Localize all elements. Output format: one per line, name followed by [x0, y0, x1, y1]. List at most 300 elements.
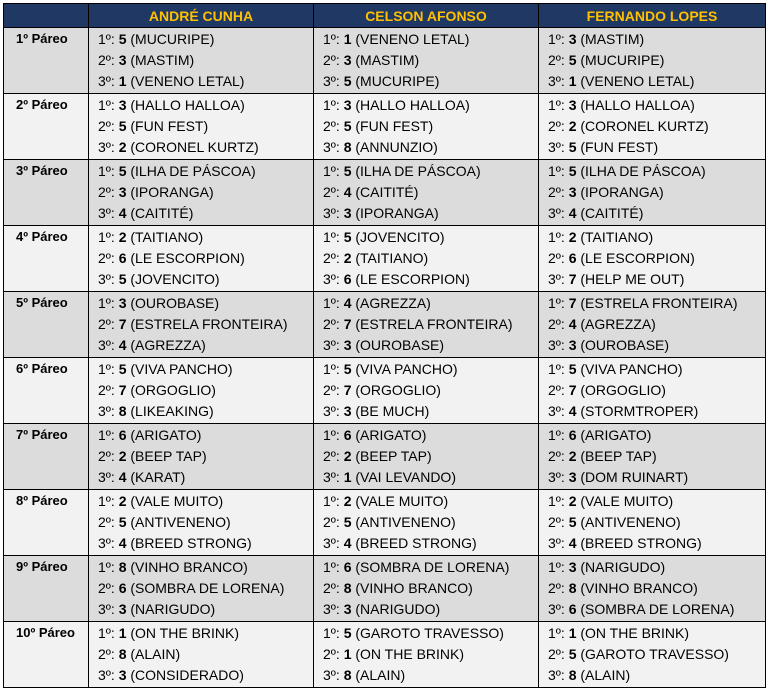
horse-name: (IPORANGA) — [130, 184, 214, 200]
pick-position: 3º: — [323, 205, 340, 221]
horse-name: (BEEP TAP) — [355, 448, 432, 464]
horse-name: (ANTIVENENO) — [130, 514, 231, 530]
pick-position: 2º: — [548, 316, 565, 332]
tipster-1-picks — [89, 622, 314, 688]
pick-line — [539, 50, 765, 71]
tipster-3-picks — [539, 94, 766, 160]
pick-line — [539, 137, 765, 158]
pick-position: 3º: — [98, 469, 115, 485]
horse-number: 6 — [343, 271, 352, 287]
header-tipster-1: ANDRÉ CUNHA — [89, 4, 314, 28]
horse-number: 1 — [343, 469, 352, 485]
pick-line — [89, 380, 313, 401]
pick-position: 2º: — [548, 514, 565, 530]
tipster-3-picks — [539, 490, 766, 556]
pick-line — [539, 401, 765, 422]
horse-number: 8 — [343, 667, 352, 683]
horse-number: 1 — [343, 31, 352, 47]
horse-number: 7 — [118, 316, 127, 332]
horse-number: 7 — [568, 382, 577, 398]
tipster-3-picks — [539, 28, 766, 94]
race-row — [4, 490, 766, 556]
pick-position: 2º: — [548, 382, 565, 398]
pick-position: 1º: — [98, 493, 115, 509]
race-label: 9º Páreo — [4, 556, 89, 622]
pick-line — [314, 533, 538, 554]
horse-name: (FUN FEST) — [130, 118, 209, 134]
pick-line — [89, 578, 313, 599]
horse-number: 7 — [568, 295, 577, 311]
horse-name: (CAITITÉ) — [130, 205, 194, 221]
horse-number: 2 — [343, 448, 352, 464]
horse-name: (ON THE BRINK) — [130, 625, 240, 641]
horse-number: 4 — [118, 337, 127, 353]
horse-name: (HALLO HALLOA) — [130, 97, 245, 113]
pick-position: 2º: — [98, 514, 115, 530]
horse-number: 6 — [118, 250, 127, 266]
horse-number: 2 — [568, 118, 577, 134]
pick-position: 2º: — [548, 646, 565, 662]
horse-number: 4 — [118, 469, 127, 485]
horse-name: (ON THE BRINK) — [580, 625, 690, 641]
pick-position: 2º: — [323, 250, 340, 266]
pick-line — [539, 248, 765, 269]
horse-number: 3 — [568, 469, 577, 485]
horse-name: (LIKEAKING) — [130, 403, 214, 419]
horse-number: 5 — [343, 73, 352, 89]
horse-name: (ALAIN) — [355, 667, 406, 683]
pick-line — [314, 446, 538, 467]
horse-name: (MUCURIPE) — [580, 52, 665, 68]
horse-number: 4 — [568, 403, 577, 419]
horse-name: (VINHO BRANCO) — [130, 559, 248, 575]
horse-name: (ORGOGLIO) — [355, 382, 441, 398]
horse-number: 8 — [343, 139, 352, 155]
pick-line — [539, 203, 765, 224]
tipster-1-picks — [89, 94, 314, 160]
horse-number: 5 — [568, 514, 577, 530]
horse-name: (NARIGUDO) — [130, 601, 216, 617]
pick-line — [89, 512, 313, 533]
pick-position: 1º: — [98, 163, 115, 179]
horse-name: (BREED STRONG) — [130, 535, 252, 551]
pick-position: 1º: — [98, 31, 115, 47]
pick-position: 1º: — [548, 97, 565, 113]
pick-position: 2º: — [98, 316, 115, 332]
pick-position: 1º: — [323, 97, 340, 113]
pick-line — [314, 71, 538, 92]
horse-name: (IPORANGA) — [355, 205, 439, 221]
horse-name: (VALE MUITO) — [580, 493, 674, 509]
pick-line — [314, 293, 538, 314]
pick-position: 2º: — [323, 514, 340, 530]
horse-number: 5 — [343, 163, 352, 179]
horse-number: 8 — [568, 667, 577, 683]
tipster-3-picks — [539, 424, 766, 490]
pick-position: 1º: — [323, 427, 340, 443]
horse-name: (MUCURIPE) — [355, 73, 440, 89]
pick-line — [314, 116, 538, 137]
pick-line — [314, 359, 538, 380]
horse-name: (ALAIN) — [130, 646, 181, 662]
horse-name: (VIVA PANCHO) — [580, 361, 683, 377]
horse-number: 4 — [118, 205, 127, 221]
horse-number: 7 — [343, 382, 352, 398]
pick-position: 1º: — [323, 361, 340, 377]
horse-number: 3 — [568, 337, 577, 353]
horse-name: (BREED STRONG) — [580, 535, 702, 551]
horse-name: (LE ESCORPION) — [580, 250, 695, 266]
horse-number: 4 — [343, 184, 352, 200]
pick-line — [539, 557, 765, 578]
pick-line — [89, 623, 313, 644]
pick-position: 3º: — [548, 601, 565, 617]
pick-position: 3º: — [548, 535, 565, 551]
horse-name: (ARIGATO) — [580, 427, 652, 443]
pick-line — [539, 314, 765, 335]
pick-line — [89, 248, 313, 269]
pick-position: 3º: — [323, 337, 340, 353]
horse-number: 2 — [118, 493, 127, 509]
pick-line — [539, 599, 765, 620]
pick-position: 3º: — [323, 73, 340, 89]
horse-name: (OUROBASE) — [580, 337, 670, 353]
pick-line — [89, 467, 313, 488]
horse-name: (VALE MUITO) — [355, 493, 449, 509]
tipster-3-picks — [539, 556, 766, 622]
pick-line — [539, 227, 765, 248]
horse-number: 3 — [118, 97, 127, 113]
pick-line — [314, 335, 538, 356]
pick-line — [89, 71, 313, 92]
pick-line — [539, 29, 765, 50]
pick-position: 1º: — [98, 559, 115, 575]
tipster-2-picks — [314, 292, 539, 358]
horse-number: 2 — [568, 229, 577, 245]
horse-number: 2 — [568, 493, 577, 509]
horse-number: 3 — [118, 601, 127, 617]
pick-position: 3º: — [98, 73, 115, 89]
horse-number: 5 — [118, 31, 127, 47]
pick-line — [314, 644, 538, 665]
tipster-1-picks — [89, 358, 314, 424]
horse-name: (TAITIANO) — [355, 250, 429, 266]
tipster-3-picks — [539, 358, 766, 424]
horse-number: 8 — [118, 403, 127, 419]
race-label: 2º Páreo — [4, 94, 89, 160]
pick-position: 1º: — [323, 163, 340, 179]
pick-position: 1º: — [548, 31, 565, 47]
horse-name: (ANTIVENENO) — [580, 514, 681, 530]
horse-number: 6 — [343, 559, 352, 575]
horse-name: (VAI LEVANDO) — [355, 469, 456, 485]
pick-line — [314, 467, 538, 488]
pick-line — [539, 161, 765, 182]
pick-line — [539, 533, 765, 554]
horse-number: 3 — [568, 97, 577, 113]
pick-line — [314, 380, 538, 401]
pick-position: 3º: — [323, 271, 340, 287]
tipster-1-picks — [89, 490, 314, 556]
horse-name: (CAITITÉ) — [580, 205, 644, 221]
pick-position: 3º: — [323, 535, 340, 551]
race-row — [4, 28, 766, 94]
horse-number: 3 — [343, 601, 352, 617]
pick-position: 2º: — [323, 646, 340, 662]
pick-line — [539, 644, 765, 665]
race-label: 10º Páreo — [4, 622, 89, 688]
pick-line — [89, 446, 313, 467]
tipster-1-picks — [89, 292, 314, 358]
horse-number: 8 — [568, 580, 577, 596]
pick-position: 1º: — [323, 229, 340, 245]
horse-name: (ANNUNZIO) — [355, 139, 438, 155]
horse-number: 7 — [343, 316, 352, 332]
pick-line — [314, 557, 538, 578]
pick-line — [539, 512, 765, 533]
header-row — [4, 4, 766, 28]
pick-position: 3º: — [323, 469, 340, 485]
pick-line — [89, 599, 313, 620]
horse-number: 1 — [118, 625, 127, 641]
pick-line — [89, 182, 313, 203]
pick-position: 1º: — [548, 427, 565, 443]
race-label: 8º Páreo — [4, 490, 89, 556]
pick-position: 2º: — [98, 448, 115, 464]
horse-name: (BE MUCH) — [355, 403, 430, 419]
pick-line — [539, 380, 765, 401]
pick-position: 1º: — [548, 493, 565, 509]
pick-line — [89, 269, 313, 290]
pick-position: 1º: — [323, 625, 340, 641]
horse-number: 2 — [118, 448, 127, 464]
horse-number: 5 — [343, 361, 352, 377]
pick-line — [539, 269, 765, 290]
race-label: 4º Páreo — [4, 226, 89, 292]
horse-name: (VENENO LETAL) — [130, 73, 245, 89]
pick-line — [89, 227, 313, 248]
pick-line — [314, 95, 538, 116]
pick-line — [539, 467, 765, 488]
horse-name: (ORGOGLIO) — [130, 382, 216, 398]
pick-line — [539, 491, 765, 512]
pick-line — [89, 95, 313, 116]
pick-position: 3º: — [548, 73, 565, 89]
horse-number: 4 — [118, 535, 127, 551]
pick-position: 2º: — [323, 448, 340, 464]
horse-number: 5 — [118, 514, 127, 530]
race-row — [4, 226, 766, 292]
tipster-1-picks — [89, 160, 314, 226]
horse-name: (MASTIM) — [130, 52, 195, 68]
race-row — [4, 358, 766, 424]
horse-number: 3 — [343, 337, 352, 353]
horse-number: 5 — [343, 625, 352, 641]
tipster-2-picks — [314, 94, 539, 160]
pick-position: 3º: — [98, 403, 115, 419]
pick-line — [89, 401, 313, 422]
pick-line — [89, 293, 313, 314]
pick-position: 1º: — [548, 295, 565, 311]
horse-name: (FUN FEST) — [580, 139, 659, 155]
horse-name: (HALLO HALLOA) — [580, 97, 695, 113]
pick-position: 1º: — [548, 559, 565, 575]
pick-line — [314, 491, 538, 512]
tipster-1-picks — [89, 28, 314, 94]
horse-name: (ALAIN) — [580, 667, 631, 683]
pick-position: 1º: — [98, 295, 115, 311]
horse-name: (IPORANGA) — [580, 184, 664, 200]
pick-line — [89, 29, 313, 50]
tipster-3-picks — [539, 292, 766, 358]
pick-line — [539, 71, 765, 92]
pick-position: 3º: — [98, 601, 115, 617]
horse-name: (MASTIM) — [580, 31, 645, 47]
horse-number: 4 — [343, 535, 352, 551]
horse-number: 4 — [568, 535, 577, 551]
race-row — [4, 622, 766, 688]
horse-name: (HALLO HALLOA) — [355, 97, 470, 113]
horse-name: (ESTRELA FRONTEIRA) — [355, 316, 513, 332]
horse-name: (BREED STRONG) — [355, 535, 477, 551]
pick-position: 2º: — [98, 184, 115, 200]
race-row — [4, 160, 766, 226]
pick-line — [314, 512, 538, 533]
pick-position: 3º: — [323, 601, 340, 617]
pick-line — [539, 182, 765, 203]
tipster-2-picks — [314, 490, 539, 556]
horse-number: 5 — [568, 52, 577, 68]
pick-position: 1º: — [548, 625, 565, 641]
header-tipster-2: CELSON AFONSO — [314, 4, 539, 28]
horse-name: (VENENO LETAL) — [355, 31, 470, 47]
race-row — [4, 94, 766, 160]
horse-number: 3 — [343, 97, 352, 113]
tipster-2-picks — [314, 556, 539, 622]
horse-number: 5 — [343, 514, 352, 530]
pick-line — [314, 203, 538, 224]
horse-number: 3 — [118, 52, 127, 68]
pick-position: 1º: — [98, 97, 115, 113]
pick-position: 1º: — [98, 361, 115, 377]
horse-name: (CONSIDERADO) — [130, 667, 244, 683]
horse-number: 5 — [118, 163, 127, 179]
horse-name: (ARIGATO) — [355, 427, 427, 443]
pick-position: 1º: — [548, 361, 565, 377]
pick-line — [314, 425, 538, 446]
horse-number: 3 — [568, 559, 577, 575]
pick-position: 2º: — [323, 52, 340, 68]
horse-name: (VIVA PANCHO) — [130, 361, 233, 377]
horse-number: 3 — [118, 184, 127, 200]
pick-line — [89, 533, 313, 554]
pick-position: 3º: — [548, 337, 565, 353]
horse-name: (ORGOGLIO) — [580, 382, 666, 398]
horse-name: (FUN FEST) — [355, 118, 434, 134]
horse-number: 2 — [343, 493, 352, 509]
pick-position: 3º: — [98, 271, 115, 287]
horse-name: (VINHO BRANCO) — [355, 580, 473, 596]
pick-position: 1º: — [323, 559, 340, 575]
pick-line — [314, 161, 538, 182]
horse-number: 6 — [568, 250, 577, 266]
pick-line — [89, 116, 313, 137]
horse-number: 3 — [118, 667, 127, 683]
horse-name: (BEEP TAP) — [130, 448, 207, 464]
pick-line — [539, 425, 765, 446]
horse-name: (OUROBASE) — [130, 295, 220, 311]
horse-number: 3 — [343, 52, 352, 68]
pick-position: 2º: — [98, 52, 115, 68]
horse-number: 1 — [118, 73, 127, 89]
pick-position: 3º: — [323, 139, 340, 155]
pick-line — [89, 50, 313, 71]
pick-line — [89, 644, 313, 665]
horse-name: (AGREZZA) — [580, 316, 656, 332]
pick-line — [314, 314, 538, 335]
tipster-3-picks — [539, 226, 766, 292]
pick-position: 3º: — [98, 535, 115, 551]
header-corner — [4, 4, 89, 28]
pick-position: 2º: — [323, 184, 340, 200]
horse-number: 1 — [568, 625, 577, 641]
pick-position: 2º: — [548, 118, 565, 134]
pick-position: 2º: — [548, 52, 565, 68]
pick-position: 1º: — [323, 493, 340, 509]
horse-name: (NARIGUDO) — [355, 601, 441, 617]
pick-position: 2º: — [548, 250, 565, 266]
pick-line — [89, 161, 313, 182]
race-label: 3º Páreo — [4, 160, 89, 226]
pick-line — [314, 401, 538, 422]
race-row — [4, 292, 766, 358]
pick-position: 2º: — [98, 250, 115, 266]
horse-name: (ILHA DE PÁSCOA) — [130, 163, 256, 179]
horse-name: (SOMBRA DE LORENA) — [580, 601, 735, 617]
horse-name: (STORMTROPER) — [580, 403, 699, 419]
pick-position: 2º: — [323, 118, 340, 134]
horse-name: (HELP ME OUT) — [580, 271, 685, 287]
horse-name: (GAROTO TRAVESSO) — [580, 646, 729, 662]
horse-name: (JOVENCITO) — [130, 271, 220, 287]
pick-position: 2º: — [98, 646, 115, 662]
pick-line — [89, 359, 313, 380]
horse-name: (BEEP TAP) — [580, 448, 657, 464]
horse-name: (CAITITÉ) — [355, 184, 419, 200]
pick-line — [314, 248, 538, 269]
horse-number: 2 — [118, 229, 127, 245]
horse-number: 6 — [118, 580, 127, 596]
horse-name: (NARIGUDO) — [580, 559, 666, 575]
pick-line — [539, 293, 765, 314]
pick-position: 3º: — [548, 271, 565, 287]
pick-position: 3º: — [548, 469, 565, 485]
horse-number: 8 — [118, 646, 127, 662]
race-label: 5º Páreo — [4, 292, 89, 358]
horse-name: (DOM RUINART) — [580, 469, 689, 485]
picks-table — [3, 3, 766, 688]
horse-number: 3 — [568, 184, 577, 200]
pick-position: 3º: — [98, 337, 115, 353]
horse-number: 5 — [568, 646, 577, 662]
pick-line — [314, 227, 538, 248]
horse-name: (ANTIVENENO) — [355, 514, 456, 530]
horse-name: (KARAT) — [130, 469, 186, 485]
pick-line — [314, 623, 538, 644]
pick-position: 3º: — [548, 205, 565, 221]
tipster-2-picks — [314, 160, 539, 226]
pick-position: 1º: — [98, 427, 115, 443]
